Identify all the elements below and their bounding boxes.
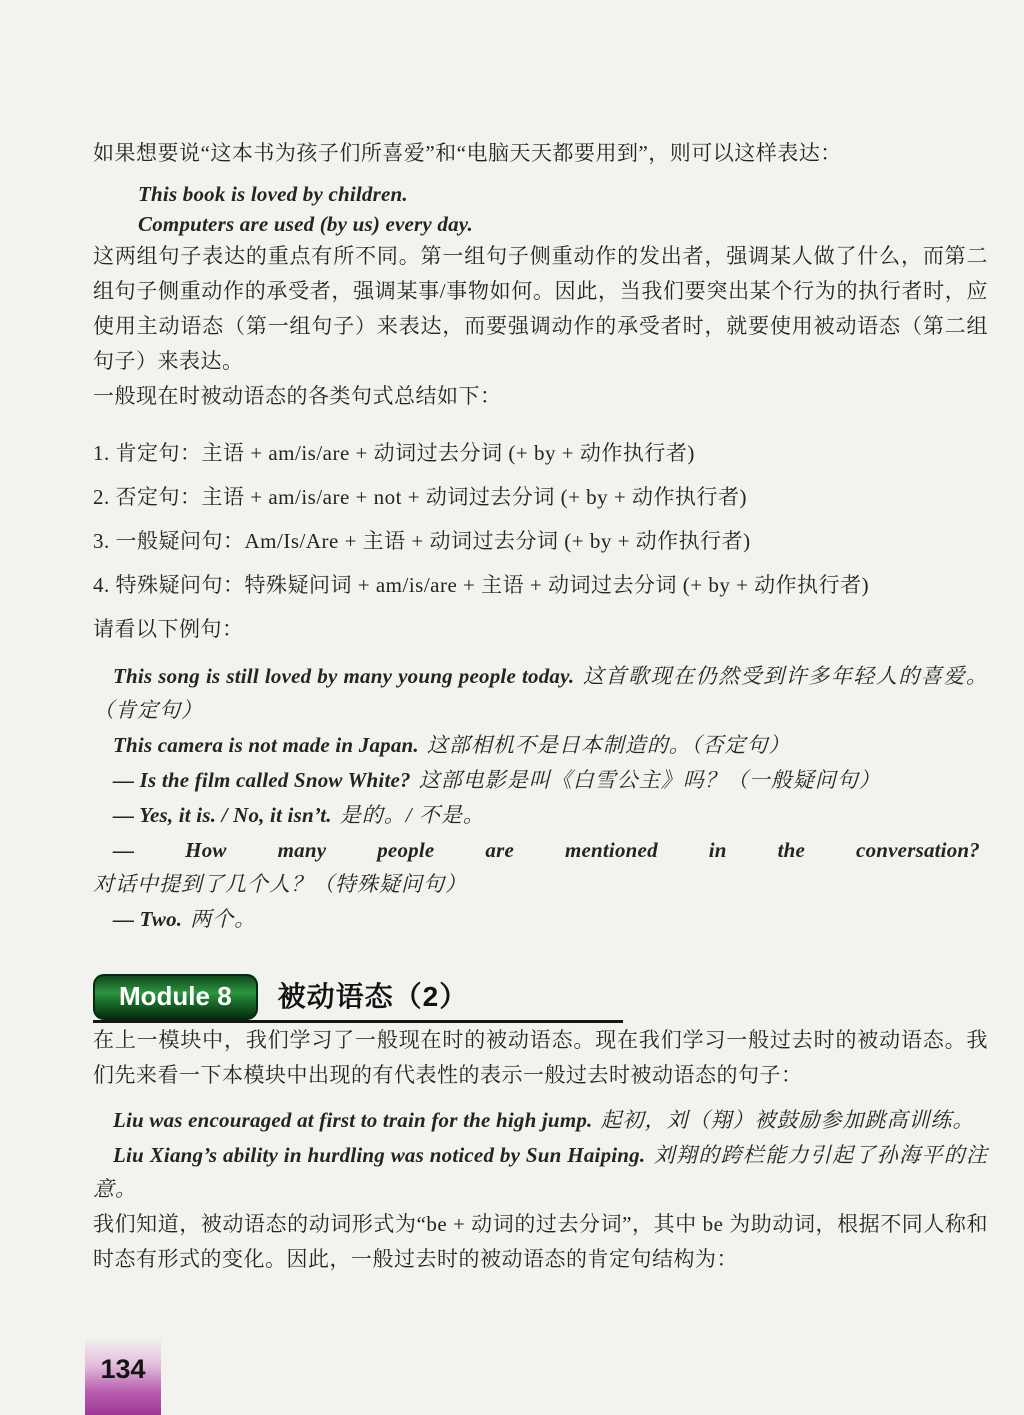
example-list <box>93 659 988 936</box>
example-item <box>93 833 988 901</box>
module8-intro-paragraph: 在上一模块中，我们学习了一般现在时的被动语态。现在我们学习一般过去时的被动语态。我们先来看一下本模块中出现的有代表性的表示一般过去时被动语态的句子： <box>93 1028 988 1087</box>
example-chinese: 两个。 <box>190 907 257 931</box>
example-item <box>93 1138 988 1206</box>
pattern-item-affirmative: 1. 肯定句：主语 + am/is/are + 动词过去分词 (+ by + 动作执行者) <box>93 441 695 465</box>
summary-lead: 一般现在时被动语态的各类句式总结如下： <box>93 384 502 408</box>
pattern-list <box>93 436 988 603</box>
example-chinese: 这部电影是叫《白雪公主》吗？（一般疑问句） <box>418 768 881 792</box>
pattern-item-special-question: 4. 特殊疑问句：特殊疑问词 + am/is/are + 主语 + 动词过去分词 (+ by + 动作执行者) <box>93 573 870 597</box>
example-chinese: 这首歌现在仍然受到许多年轻人的喜爱。（肯定句） <box>93 664 988 722</box>
example-item <box>93 659 988 727</box>
example-item <box>93 798 988 832</box>
module8-title: 被动语态（2） <box>277 981 469 1012</box>
module8-badge: Module 8 <box>93 974 258 1020</box>
page-number: 134 <box>100 1353 146 1384</box>
module8-closing-paragraph: 我们知道，被动语态的动词形式为“be + 动词的过去分词”，其中 be 为助动词，根据不同人称和时态有形式的变化。因此，一般过去时的被动语态的肯定句结构为： <box>93 1212 988 1271</box>
example-chinese: 起初，刘（翔）被鼓励参加跳高训练。 <box>600 1108 975 1132</box>
example-english: This song is still loved by many young people today. <box>113 664 575 688</box>
pattern-item-general-question: 3. 一般疑问句：Am/Is/Are + 主语 + 动词过去分词 (+ by + 动作执行者) <box>93 529 751 553</box>
example-item <box>93 1103 988 1137</box>
example-english: — Two. <box>113 907 183 931</box>
page-number-badge <box>85 1337 161 1415</box>
intro-paragraph: 如果想要说“这本书为孩子们所喜爱”和“电脑天天都要用到”，则可以这样表达： <box>93 141 842 165</box>
examples-lead: 请看以下例句： <box>93 617 244 641</box>
module8-header <box>93 974 623 1023</box>
sample-sentence: Computers are used (by us) every day. <box>138 212 473 236</box>
example-english: This camera is not made in Japan. <box>113 733 419 757</box>
example-english: — Is the film called Snow White? <box>113 768 411 792</box>
example-english: Liu Xiang’s ability in hurdling was noticed by Sun Haiping. <box>113 1143 646 1167</box>
pattern-item-negative: 2. 否定句：主语 + am/is/are + not + 动词过去分词 (+ by + 动作执行者) <box>93 485 748 509</box>
example-english: — How many people are mentioned in the conversation? <box>113 838 980 862</box>
sample-sentence-block <box>138 179 988 239</box>
example-item <box>93 728 988 762</box>
example-chinese: 刘翔的跨栏能力引起了孙海平的注意。 <box>93 1143 989 1201</box>
example-chinese: 这部相机不是日本制造的。（否定句） <box>426 733 791 757</box>
example-english: Liu was encouraged at first to train for the high jump. <box>113 1108 593 1132</box>
module8-example-list <box>93 1103 988 1206</box>
example-item <box>93 902 988 936</box>
example-chinese: 对话中提到了几个人？（特殊疑问句） <box>93 872 467 896</box>
comparison-paragraph: 这两组句子表达的重点有所不同。第一组句子侧重动作的发出者，强调某人做了什么，而第二组句子侧重动作的承受者，强调某事/事物如何。因此，当我们要突出某个行为的执行者时，应使用主动语态（第一组句子）来表达，而要强调动作的承受者时，就要使用被动语态（第二组句子）来表达。 <box>93 244 988 373</box>
example-chinese: 是的。/ 不是。 <box>339 803 485 827</box>
sample-sentence: This book is loved by children. <box>138 182 408 206</box>
example-item <box>93 763 988 797</box>
example-english: — Yes, it is. / No, it isn’t. <box>113 803 332 827</box>
